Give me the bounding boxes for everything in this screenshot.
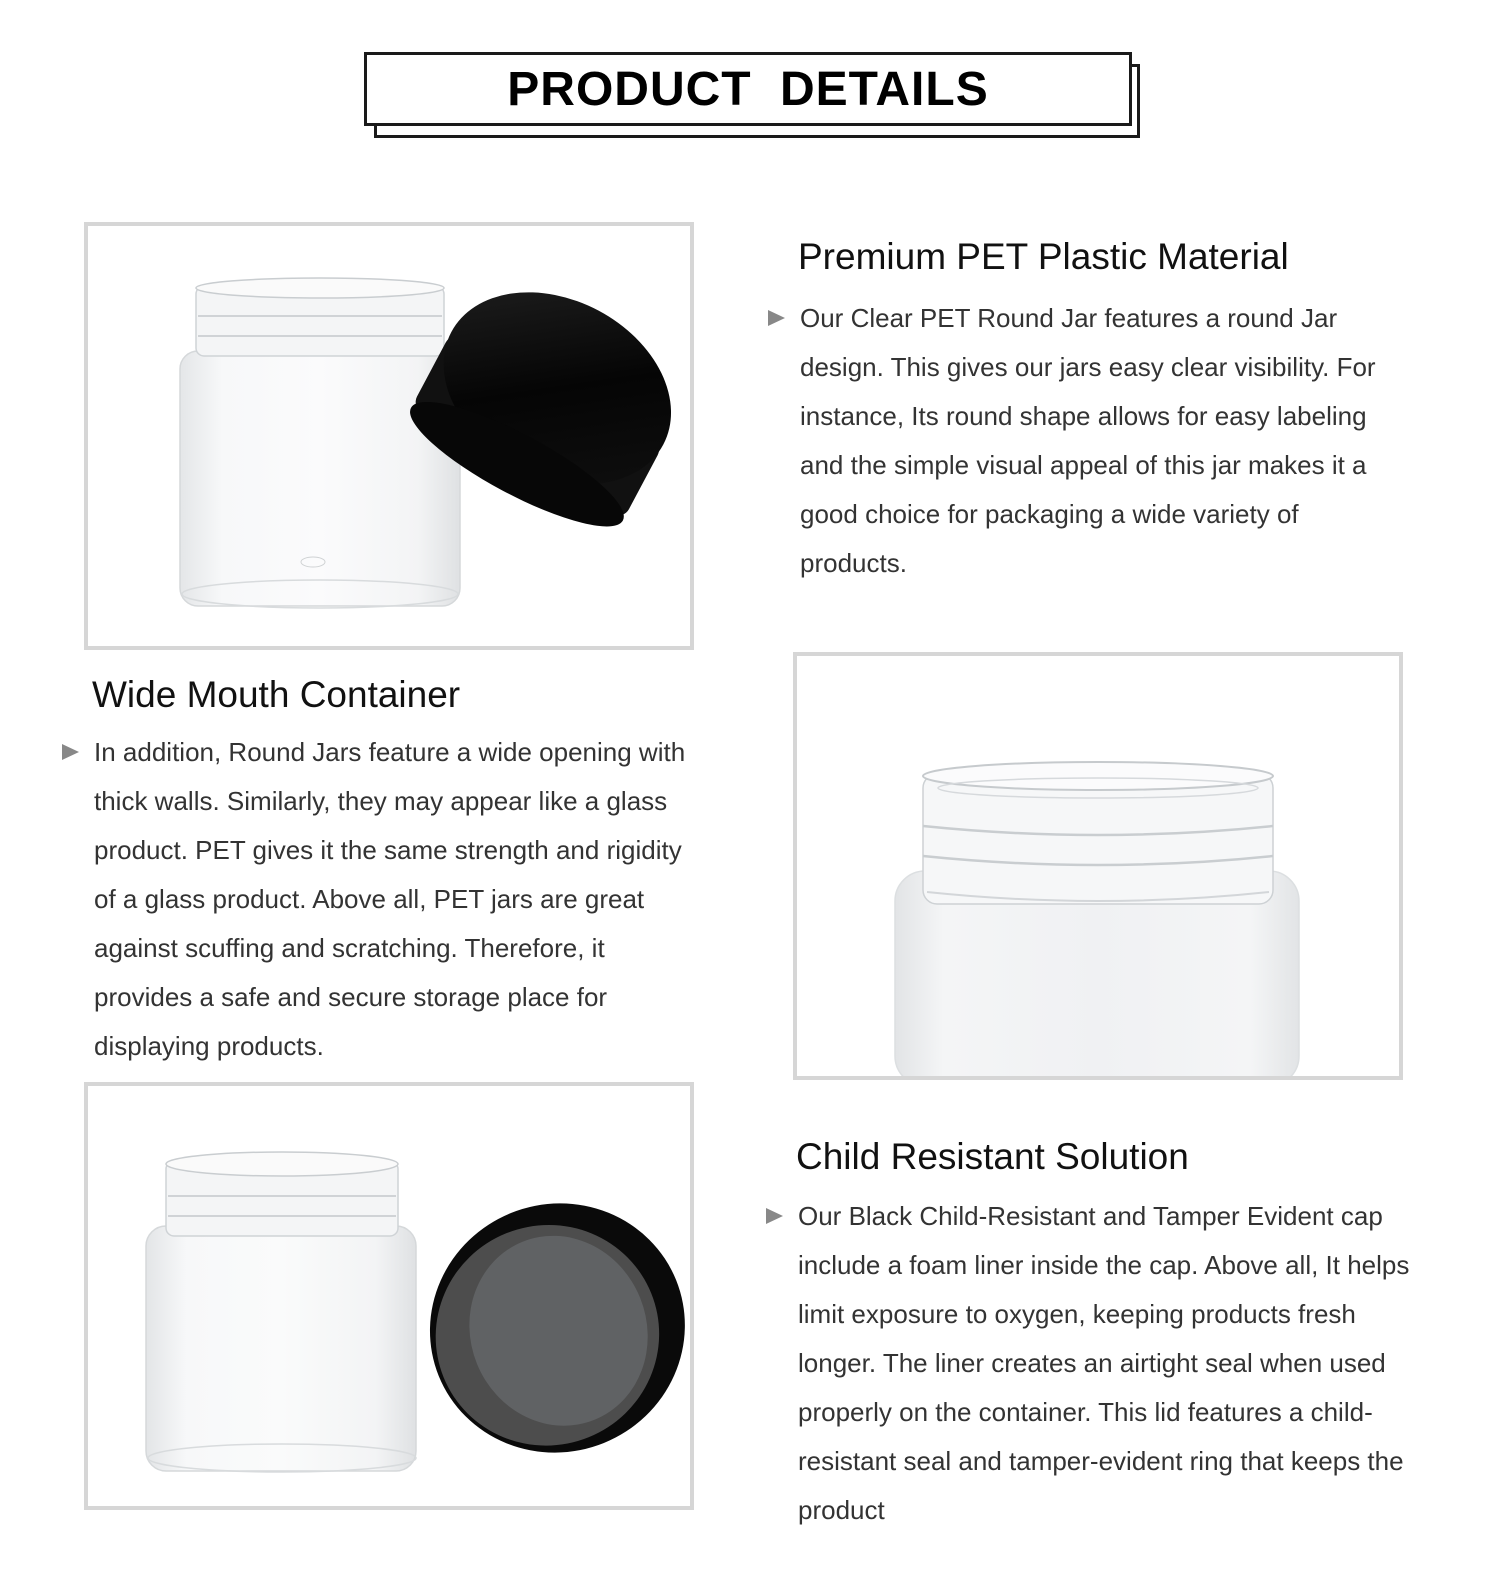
title-box [364,52,1132,126]
section-title: Premium PET Plastic Material [798,236,1289,277]
jar-and-cap-illustration [88,1086,690,1506]
product-image-wide-mouth [793,652,1403,1080]
section-title: Child Resistant Solution [796,1136,1189,1177]
section-body: Our Clear PET Round Jar features a round Jar design. This gives our jars easy clear visibility. For instance, Its round shape allows for easy labeling and the simple visual appeal of this jar makes it a good choice for packaging a wide variety of products. [800,303,1376,578]
section-paragraph [764,1192,1414,1535]
section-title: Wide Mouth Container [92,674,461,715]
product-image-jar-with-cap [84,222,694,650]
triangle-bullet-icon [768,310,785,326]
section-body: Our Black Child-Resistant and Tamper Evident cap include a foam liner inside the cap. Above all, It helps limit exposure to oxygen, keeping products fresh longer. The liner creates an airtight seal when used properly on the container. This lid features a child-resistant seal and tamper-evident ring that keeps the product [798,1201,1410,1525]
triangle-bullet-icon [62,744,79,760]
section-premium-pet [766,236,1406,588]
section-body: In addition, Round Jars feature a wide opening with thick walls. Similarly, they may appear like a glass product. PET gives it the same strength and rigidity of a glass product. Above all, PET jars are great against scuffing and scratching. Therefore, it provides a safe and secure storage place for displaying products. [94,737,686,1061]
section-child-resistant [764,1136,1414,1535]
jar-with-cap-illustration [88,226,690,646]
section-wide-mouth [60,674,700,1071]
section-paragraph [60,728,700,1071]
page-header [364,52,1144,142]
product-image-jar-and-cap [84,1082,694,1510]
section-paragraph [766,294,1406,588]
triangle-bullet-icon [766,1208,783,1224]
wide-mouth-jar-illustration [797,656,1399,1076]
page-title: PRODUCT DETAILS [507,62,989,116]
